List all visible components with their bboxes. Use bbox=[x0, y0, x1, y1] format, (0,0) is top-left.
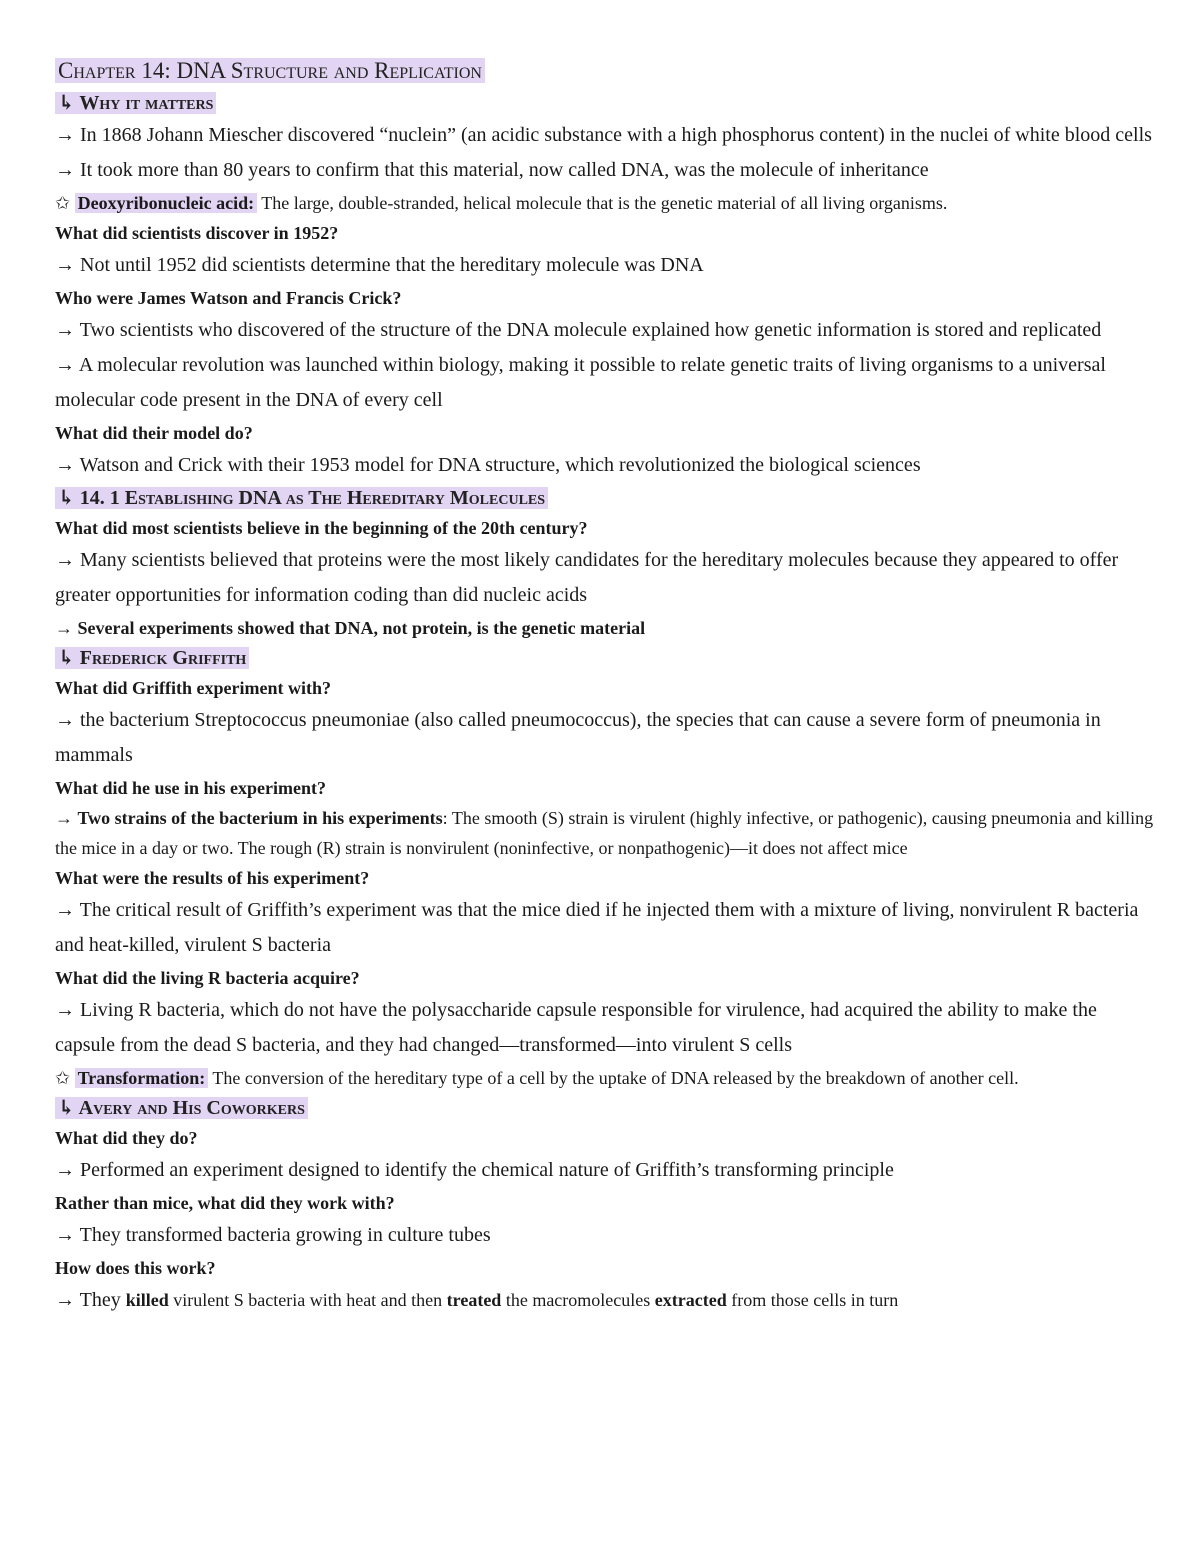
section-heading bbox=[55, 483, 1155, 513]
question-heading: What did most scientists believe in the beginning of the 20th century? bbox=[55, 518, 588, 538]
note-paragraph: → Performed an experiment designed to identify the chemical nature of Griffith’s transforming principle bbox=[55, 1159, 894, 1181]
definition-text: : The smooth (S) strain is virulent (highly infective, or pathogenic), causing pneumonia and killing the mice in a day or two. The rough (R) strain is nonvirulent (noninfective, or nonpathogenic)—it does not affect mice bbox=[55, 808, 1154, 858]
section-heading-text: ↳ Frederick Griffith bbox=[55, 647, 249, 669]
text-run: the macromolecules bbox=[501, 1290, 655, 1310]
note-paragraph: → In 1868 Johann Miescher discovered “nuclein” (an acidic substance with a high phosphorus content) in the nuclei of white blood cells bbox=[55, 124, 1152, 146]
question-heading: Rather than mice, what did they work with? bbox=[55, 1193, 395, 1213]
arrow-icon: → bbox=[55, 808, 73, 828]
section-heading-text: ↳ 14. 1 Establishing DNA as The Hereditary Molecules bbox=[55, 487, 548, 509]
star-icon: ✩ bbox=[55, 193, 71, 213]
document-body bbox=[55, 88, 1155, 1318]
note-paragraph: → It took more than 80 years to confirm that this material, now called DNA, was the molecule of inheritance bbox=[55, 159, 929, 181]
document-page bbox=[55, 54, 1155, 1318]
chapter-title: Chapter 14: DNA Structure and Replication bbox=[55, 54, 1155, 88]
section-heading-text: ↳ Why it matters bbox=[55, 92, 216, 114]
note-paragraph bbox=[55, 1283, 1155, 1318]
bold-keyword: treated bbox=[446, 1290, 502, 1310]
definition-term: Deoxyribonucleic acid: bbox=[75, 193, 257, 213]
definition-text: The large, double-stranded, helical molecule that is the genetic material of all living organisms. bbox=[257, 193, 948, 213]
definition-term: Transformation: bbox=[75, 1068, 209, 1088]
note-paragraph: → Many scientists believed that proteins were the most likely candidates for the hereditary molecules because they appeared to offer greater opportunities for information coding than did nucleic acids bbox=[55, 549, 1119, 606]
definition-paragraph bbox=[55, 188, 1155, 218]
bold-keyword: killed bbox=[125, 1290, 169, 1310]
bold-keyword: extracted bbox=[654, 1290, 727, 1310]
definition-term: Two strains of the bacterium in his experiments bbox=[77, 808, 443, 828]
question-heading: What did the living R bacteria acquire? bbox=[55, 968, 360, 988]
note-paragraph: → Living R bacteria, which do not have the polysaccharide capsule responsible for virulence, had acquired the ability to make the capsule from the dead S bacteria, and they had changed—transformed—into virulent S cells bbox=[55, 999, 1097, 1056]
section-heading bbox=[55, 88, 1155, 118]
question-heading: How does this work? bbox=[55, 1258, 216, 1278]
definition-text: The conversion of the hereditary type of a cell by the uptake of DNA released by the breakdown of another cell. bbox=[208, 1068, 1019, 1088]
question-heading: What did they do? bbox=[55, 1128, 198, 1148]
section-heading bbox=[55, 1093, 1155, 1123]
text-run: from those cells in turn bbox=[726, 1290, 899, 1310]
question-heading: What did Griffith experiment with? bbox=[55, 678, 331, 698]
note-paragraph: → They transformed bacteria growing in culture tubes bbox=[55, 1224, 491, 1246]
text-run: virulent S bacteria with heat and then bbox=[168, 1290, 447, 1310]
star-icon: ✩ bbox=[55, 1068, 71, 1088]
note-paragraph: → Two scientists who discovered of the structure of the DNA molecule explained how genetic information is stored and replicated bbox=[55, 319, 1102, 341]
note-paragraph: → Watson and Crick with their 1953 model for DNA structure, which revolutionized the biological sciences bbox=[55, 454, 921, 476]
note-paragraph: → The critical result of Griffith’s experiment was that the mice died if he injected them with a mixture of living, nonvirulent R bacteria and heat-killed, virulent S bacteria bbox=[55, 899, 1139, 956]
question-heading: What did scientists discover in 1952? bbox=[55, 223, 339, 243]
note-paragraph: → Not until 1952 did scientists determine that the hereditary molecule was DNA bbox=[55, 254, 704, 276]
definition-paragraph bbox=[55, 803, 1155, 863]
section-heading bbox=[55, 643, 1155, 673]
note-paragraph: → A molecular revolution was launched within biology, making it possible to relate genetic traits of living organisms to a universal molecular code present in the DNA of every cell bbox=[55, 354, 1106, 411]
question-heading: Who were James Watson and Francis Crick? bbox=[55, 288, 402, 308]
section-heading-text: ↳ Avery and His Coworkers bbox=[55, 1097, 308, 1119]
note-paragraph: → the bacterium Streptococcus pneumoniae (also called pneumococcus), the species that can cause a severe form of pneumonia in mammals bbox=[55, 709, 1101, 766]
text-run: → They bbox=[55, 1289, 126, 1311]
question-heading: What did he use in his experiment? bbox=[55, 778, 327, 798]
question-heading: What were the results of his experiment? bbox=[55, 868, 370, 888]
question-heading: What did their model do? bbox=[55, 423, 253, 443]
definition-paragraph bbox=[55, 1063, 1155, 1093]
question-heading: → Several experiments showed that DNA, not protein, is the genetic material bbox=[55, 618, 646, 638]
